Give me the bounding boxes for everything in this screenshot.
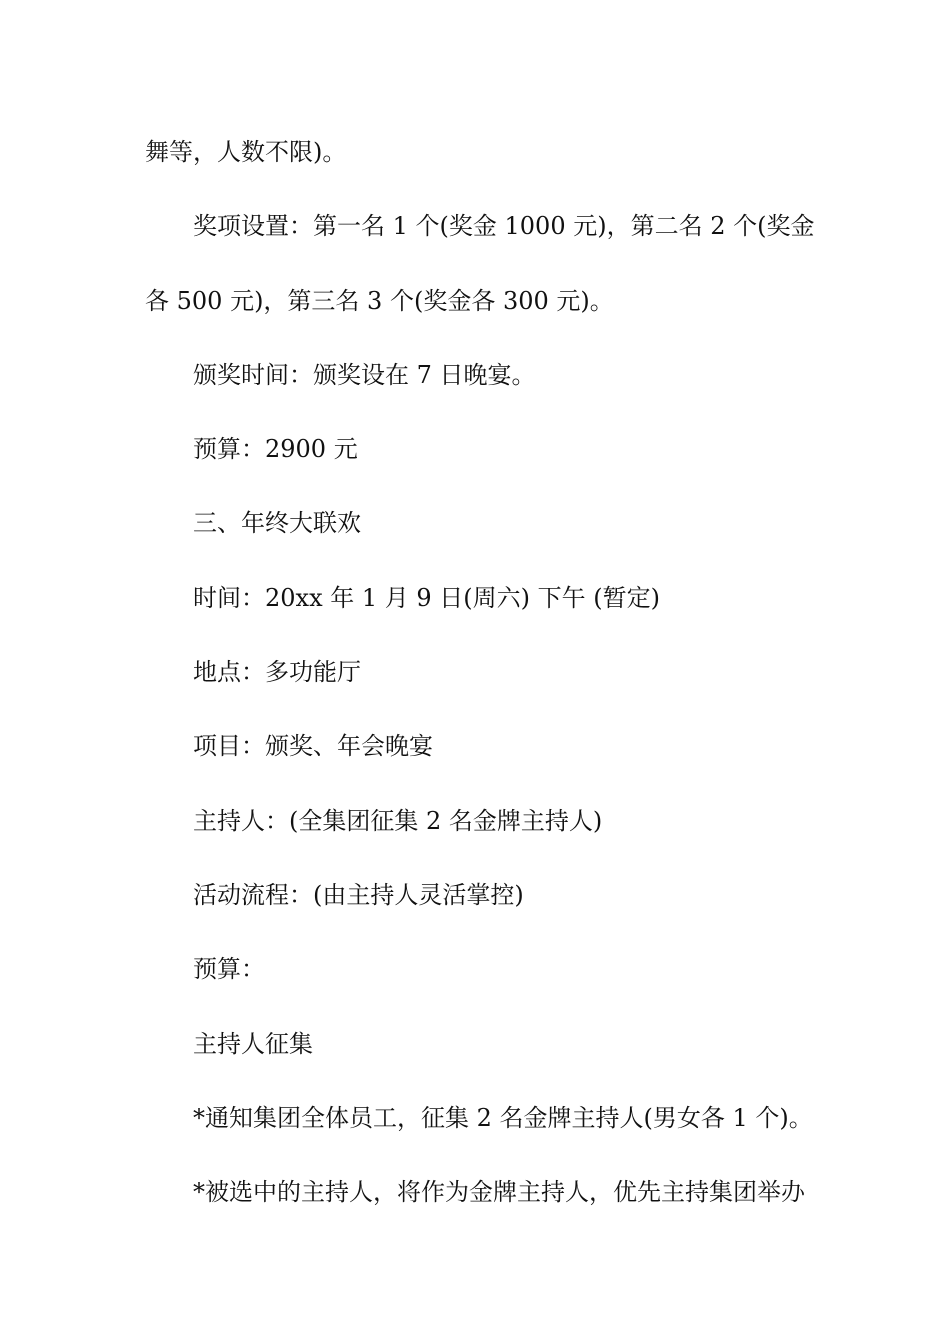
paragraph-line: 项目：颁奖、年会晚宴 — [193, 732, 433, 760]
paragraph-line: 奖项设置：第一名 1 个(奖金 1000 元)，第二名 2 个(奖金 — [193, 212, 815, 240]
paragraph-line: 预算：2900 元 — [193, 435, 358, 463]
paragraph-line: 活动流程：(由主持人灵活掌控) — [193, 881, 524, 909]
paragraph-line: 地点：多功能厅 — [193, 658, 361, 686]
paragraph-line: 舞等，人数不限)。 — [145, 138, 347, 166]
paragraph-line: 时间：20xx 年 1 月 9 日(周六) 下午 (暂定) — [193, 584, 661, 612]
paragraph-line: 主持人：(全集团征集 2 名金牌主持人) — [193, 807, 603, 835]
subsection-heading: 主持人征集 — [193, 1030, 313, 1058]
bullet-line: *被选中的主持人，将作为金牌主持人，优先主持集团举办 — [193, 1178, 805, 1206]
paragraph-line: 预算： — [193, 955, 265, 983]
paragraph-line: 各 500 元)，第三名 3 个(奖金各 300 元)。 — [145, 287, 614, 315]
section-heading: 三、年终大联欢 — [193, 509, 361, 537]
bullet-line: *通知集团全体员工，征集 2 名金牌主持人(男女各 1 个)。 — [193, 1104, 813, 1132]
paragraph-line: 颁奖时间：颁奖设在 7 日晚宴。 — [193, 361, 536, 389]
